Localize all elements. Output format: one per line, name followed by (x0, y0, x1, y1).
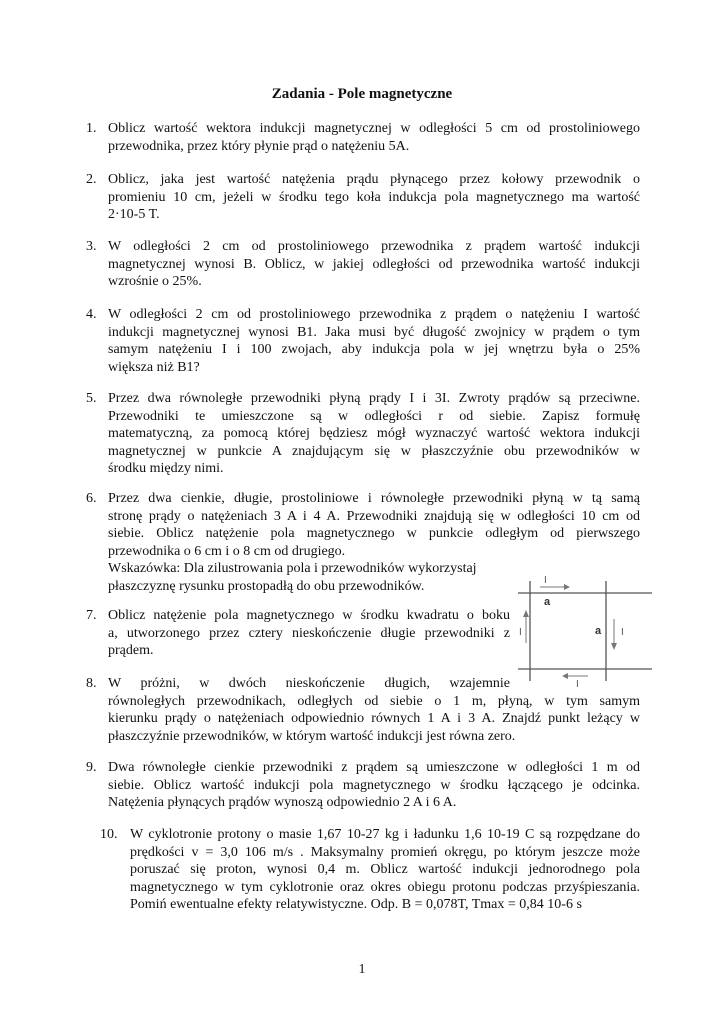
task-number: 2. (86, 172, 97, 187)
task-4 (86, 306, 640, 376)
task-line: magnetycznej w punkcie A znajdującym się w płaszczyźnie obu przewodników w (108, 443, 640, 459)
task-line: Oblicz wartość wektora indukcji magnetycznej w odległości 5 cm od prostoliniowego (108, 121, 640, 136)
task-line: płaszczyźnie przewodników, w którym wartość indukcji jest równa zero. (108, 728, 516, 744)
task-number: 9. (86, 760, 97, 775)
task-line: Pomiń ewentualne efekty relatywistyczne. Odp. B = 0,078T, Tmax = 0,84 10-6 s (130, 897, 582, 913)
task-line: Dwa równoległe cienkie przewodniki z prądem są umieszczone w odległości 1 m od (108, 760, 640, 775)
square-conductors-figure (518, 573, 652, 689)
task-3 (86, 238, 640, 291)
task-line: magnetycznego w tym cyklotronie oraz okres obiegu protonu podczas przyśpieszania. (130, 879, 640, 895)
task-2 (86, 171, 640, 224)
label-top-side: a (544, 596, 551, 608)
task-line: Wskazówka: Dla zilustrowania pola i przewodników wykorzystaj (108, 561, 477, 577)
task-line: siebie. Oblicz natężenie pola magnetycznego w punkcie odległym od pierwszego (108, 526, 640, 542)
task-line: prądem. (108, 643, 154, 659)
task-line: siebie. Oblicz wartość indukcji pola magnetycznego w środku łączącego je odcinka. (108, 777, 640, 793)
task-line: płaszczyznę rysunku prostopadłą do obu przewodników. (108, 578, 425, 594)
task-line: samym natężeniu I i 100 zwojach, aby indukcja pola w jej wnętrzu była o 25% (108, 342, 640, 358)
task-line: indukcji magnetycznej wynosi B1. Jaka musi być długość zwojnicy w prądem o tym (108, 324, 640, 340)
task-number: 3. (86, 239, 97, 254)
task-line: W odległości 2 cm od prostoliniowego przewodnika z prądem o natężeniu I wartość (108, 307, 640, 322)
task-line: Natężenia płynących prądów wynoszą odpowiednio 2 A i 6 A. (108, 795, 457, 811)
label-left-current: I (519, 627, 522, 638)
task-5 (86, 390, 640, 478)
task-number: 5. (86, 391, 97, 406)
task-number: 4. (86, 307, 97, 322)
task-line: większa niż B1? (108, 359, 200, 375)
task-line: przewodnika o 6 cm i o 8 cm od drugiego. (108, 543, 346, 559)
task-line: Oblicz, jaka jest wartość natężenia prądu płynącego przez kołowy przewodnik o (108, 172, 640, 187)
task-line: Przewodniki te umieszczone są w odległości r od siebie. Zapisz formułę (108, 408, 640, 424)
task-number: 10. (100, 827, 118, 842)
task-line: równoległych przewodnikach, odległych od siebie o 1 m, płyną, w tym samym (108, 693, 640, 709)
task-line: Przez dwa równoległe przewodniki płyną prądy I i 3I. Zwroty prądów są przeciwne. (108, 391, 640, 406)
task-line: prędkości v = 3,0 106 m/s . Maksymalny promień okręgu, po którym jeszcze może (130, 844, 640, 860)
label-right-current: I (621, 627, 624, 638)
task-line: matematyczną, za pomocą której będziesz mógł wyznaczyć wartość wektora indukcji (108, 426, 640, 442)
task-10 (100, 826, 640, 914)
task-line: magnetycznej wynosi B. Oblicz, w jakiej odległości od przewodnika wartość indukcji (108, 256, 640, 272)
task-line: przewodnika, przez który płynie prąd o natężeniu 5A. (108, 138, 410, 154)
page-number: 1 (358, 962, 366, 977)
task-line: W cyklotronie protony o masie 1,67 10-27 kg i ładunku 1,6 10-19 C są rozpędzane do (130, 827, 640, 842)
page-title: Zadania - Pole magnetyczne (271, 86, 453, 102)
label-bottom-current: I (576, 679, 579, 689)
task-number: 1. (86, 121, 97, 136)
label-right-side: a (595, 625, 602, 637)
task-number: 7. (86, 608, 97, 623)
task-9 (86, 759, 640, 812)
task-line: 2·10-5 T. (108, 207, 160, 223)
task-line: środku między nimi. (108, 461, 224, 477)
task-line: a, utworzonego przez cztery nieskończenie długie przewodniki z (108, 625, 510, 641)
label-top-current: I (544, 575, 547, 586)
task-line: stronę prądy o natężeniach 3 A i 4 A. Przewodniki znajdują się w odległości 10 cm od (108, 508, 640, 524)
task-line: W próżni, w dwóch nieskończenie długich, wzajemnie (108, 676, 510, 691)
task-line: poruszać się proton, wynosi 0,4 m. Oblicz wartość indukcji jednorodnego pola (130, 862, 640, 878)
task-line: kierunku prądy o natężeniach odpowiednio równych 1 A i 3 A. Znajdź punkt leżący w (108, 711, 640, 727)
task-line: Przez dwa cienkie, długie, prostoliniowe i równoległe przewodniki płyną w tą samą (108, 491, 640, 506)
task-number: 8. (86, 676, 97, 691)
task-1 (86, 120, 640, 155)
task-line: Oblicz natężenie pola magnetycznego w środku kwadratu o boku (108, 608, 510, 623)
task-number: 6. (86, 491, 97, 506)
task-line: promieniu 10 cm, jeżeli w środku tego koła indukcja pola magnetycznego ma wartość (108, 189, 640, 205)
task-line: wzrośnie o 25%. (108, 274, 202, 290)
task-line: W odległości 2 cm od prostoliniowego przewodnika z prądem wartość indukcji (108, 239, 640, 254)
